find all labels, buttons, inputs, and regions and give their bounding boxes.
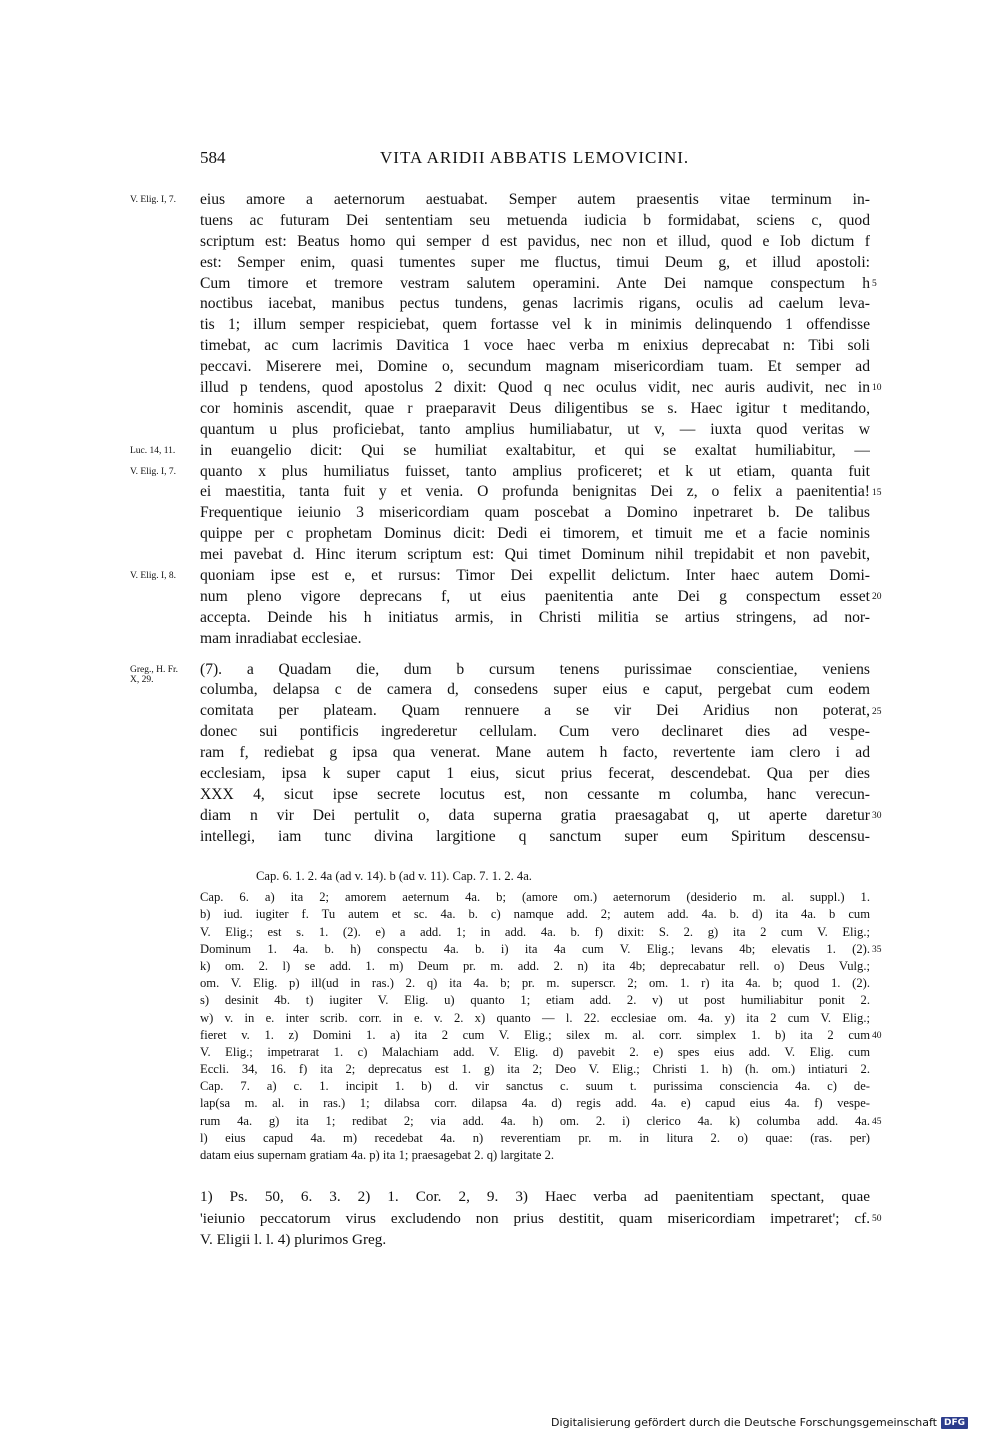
text-line: quantum u plus proficiebat, tanto amplius humiliabatur, ut v, — iuxta quod veritas w [200,420,870,438]
apparatus-line: s) desinit 4b. t) iugiter V. Elig. u) quanto 1; etiam add. 2. v) ut post humiliabitur ponit 2. [200,993,870,1008]
line-number: 50 [872,1213,882,1224]
apparatus-line: om. V. Elig. p) ill(ud in ras.) 2. q) ita 4a. b; pr. m. superscr. 2; om. 1. r) ita 4a. b; quod 1. (2). [200,976,870,991]
text-line: ram f, rediebat g ipsa qua venerat. Mane autem h facto, revertente iam clero i ad [200,744,870,762]
margin-reference: Luc. 14, 11. [130,445,176,456]
apparatus-line: datam eius supernam gratiam 4a. p) ita 1; praesagebat 2. q) largitate 2. [200,1148,555,1162]
apparatus-line: k) om. 2. l) se add. 1. m) Deum pr. m. add. 2. n) ita 4b; deprecabatur rell. o) Deus Vulg.; [200,958,870,973]
text-line: noctibus iacebat, manibus pectus tundens, genas lacrimis rigans, oculis ad caelum leva- [200,295,870,313]
apparatus-line: l) eius capud 4a. m) recedebat 4a. n) reverentiam pr. m. in litura 2. o) quae: (ras. per) [200,1130,870,1145]
text-line: columba, delapsa c de camera d, consedens super eius e caput, pergebat cum eodem [200,681,870,699]
main-text-block [200,190,870,848]
text-line: cor hominis ascendit, quae r praeparavit Deus diligentibus se s. Haec igitur t meditando, [200,399,870,417]
text-line: comitata per plateam. Quam rennuere a se vir Dei Aridius non poterat, [200,702,870,720]
apparatus-line: Cap. 7. a) c. 1. incipit 1. b) d. vir sanctus c. suum t. purissima consciencia 4a. c) de- [200,1079,870,1094]
margin-reference: Greg., H. Fr. [130,664,179,675]
apparatus-witness-line: Cap. 6. 1. 2. 4a (ad v. 14). b (ad v. 11). Cap. 7. 1. 2. 4a. [256,869,532,883]
text-line: tis 1; illum semper respiciebat, quem fortasse vel k in minimis delinquendo 1 offendisse [200,316,870,334]
paragraph-gap [200,650,870,660]
text-line: Frequentique ieiunio 3 misericordiam quam poscebat a Domino inpetraret b. De talibus [200,504,870,522]
text-line: mam inradiabat ecclesiae. [200,629,362,647]
text-line: timebat, ac cum lacrimis Davitica 1 voce haec verba m enixius deprecabat n: Tibi soli [200,337,870,355]
critical-apparatus [200,868,870,1164]
margin-reference: V. Elig. I, 7. [130,466,177,477]
apparatus-line: Cap. 6. a) ita 2; amorem aeternum 4a. b; (amore om.) aeternorum (desiderio m. al. suppl.) 1. [200,890,870,905]
text-line: ei maestitia, tanta fuit y et venia. O profunda benignitas Dei z, o felix a paenitentia! [200,483,870,501]
line-number: 40 [872,1030,882,1041]
text-line: peccavi. Miserere mei, Domine o, secundum magnam misericordiam tuam. Et semper ad [200,358,870,376]
line-number: 30 [872,811,882,822]
line-number: 35 [872,944,882,955]
text-line: quoniam ipse est e, et rursus: Timor Dei expellit delictum. Inter haec autem Domi- [200,567,870,585]
apparatus-line: fieret v. 1. z) Domini 1. a) ita 2 cum V. Elig.; silex m. al. corr. simplex 1. b) ita 2 cum [200,1027,870,1042]
text-line: diam n vir Dei pertulit o, data superna gratia praesagabat q, ut aperte daretur [200,806,870,824]
text-line: quanto x plus humiliatus fuisset, tanto amplius proficeret; et k ut etiam, quanta fuit [200,462,870,480]
footnotes [200,1186,870,1251]
margin-reference: X, 29. [130,675,154,686]
apparatus-line: Eccli. 34, 16. f) ita 2; deprecatus est 1. g) ita 2; Deo V. Elig.; Christi 1. h) (h. om.) intiaturi 2. [200,1062,870,1077]
text-line: scriptum est: Beatus homo qui semper d est pavidus, nec non et illud, quod e Iob dictum f [200,232,870,250]
text-line: eius amore a aeternorum aestuabat. Semper autem praesentis vitae terminum in- [200,191,870,208]
margin-reference: V. Elig. I, 7. [130,195,177,205]
running-title: VITA ARIDII ABBATIS LEMOVICINI. [380,148,690,167]
apparatus-line: Dominum 1. 4a. b. h) conspectu 4a. b. i) ita 4a cum V. Elig.; levans 4b; elevatis 1. (2). [200,941,870,956]
apparatus-line: lap(sa m. al. in ras.) 1; dilabsa corr. dilapsa 4a. d) regis add. 4a. e) capud eius 4a. f) vespe- [200,1096,870,1111]
text-line: Cum timore et tremore vestram salutem operamini. Ante Dei namque conspectum h [200,274,870,292]
apparatus-line: rum 4a. g) ita 1; redibat 2; via add. 4a. h) om. 2. i) clerico 4a. k) columba add. 4a. [200,1113,870,1128]
dfg-logo: DFG [941,1417,968,1429]
line-number: 10 [872,383,882,394]
text-line: intellegi, iam tunc divina largitione q sanctum super eum Spiritum descensu- [200,827,870,845]
text-line: num pleno vigore deprecans f, ut eius paenitentia ante Dei g conspectum esset [200,587,870,605]
footer-credit: Digitalisierung gefördert durch die Deutsche Forschungsgemeinschaft [551,1416,937,1429]
line-number: 5 [872,278,877,289]
apparatus-line: V. Elig.; impetrarat 1. c) Malachiam add. V. Elig. d) pavebit 2. e) spes eius add. V. Elig. cum [200,1044,870,1059]
text-line: illud p tendens, quod apostolus 2 dixit: Quod q nec oculus vidit, nec auris audivit, nec in [200,379,870,397]
page-number: 584 [200,148,226,167]
text-line: (7). a Quadam die, dum b cursum tenens purissimae conscientiae, veniens [200,660,870,678]
text-line: ecclesiam, ipsa k super caput 1 eius, sicut prius fecerat, descendebat. Qua per dies [200,765,870,783]
footnote-line: 1) Ps. 50, 6. 3. 2) 1. Cor. 2, 9. 3) Haec verba ad paenitentiam spectant, quae [200,1188,870,1205]
line-number: 15 [872,487,882,498]
apparatus-line: w) v. in e. inter scrib. corr. in e. v. 2. x) quanto — l. 22. ecclesiae om. 4a. y) ita 2 cum V. Elig.; [200,1010,870,1025]
text-line: est: Semper enim, quasi tumentes super me fluctus, timui Deum g, et illud apostoli: [200,253,870,271]
text-line: quippe per c prophetam Dominus dicit: Dedi ei timorem, et timuit me et a facie nominis [200,525,870,543]
line-number: 25 [872,706,882,717]
footnote-line: V. Eligii l. l. 4) plurimos Greg. [200,1231,387,1248]
line-number: 20 [872,592,882,603]
text-line: accepta. Deinde his h initiatus armis, in Christi militia se artius stringens, ad nor- [200,608,870,626]
apparatus-line: b) iud. iugiter f. Tu autem et sc. 4a. b. c) namque add. 2; autem add. 4a. b. d) ita 4a. b cum [200,907,870,922]
footer [551,1416,968,1429]
text-line: donec sui pontificis ingrederetur cellulam. Cum vero declinaret dies ad vespe- [200,723,870,741]
apparatus-line: V. Elig.; est s. 1. (2). e) a add. 1; in add. 4a. b. f) dixit: S. 2. g) ita 2 cum V. Elig.; [200,924,870,939]
text-line: in euangelio dicit: Qui se humiliat exaltabitur, et qui se exaltat humiliabitur, — [200,441,870,459]
line-number: 45 [872,1116,882,1127]
text-line: mei pavebat d. Hinc iterum scriptum est: Qui timet Dominum nihil trepidabit et non pavebit, [200,546,870,564]
margin-reference: V. Elig. I, 8. [130,571,177,582]
text-line: tuens ac futuram Dei sententiam seu metuenda iudicia b formidabat, sciens c, quod [200,211,870,229]
footnote-line: 'ieiunio peccatorum virus excludendo non prius destitit, quam misericordiam impetraret'; cf. [200,1209,870,1227]
text-line: XXX 4, sicut ipse secrete locutus est, non cessante m columba, hanc verecun- [200,785,870,803]
